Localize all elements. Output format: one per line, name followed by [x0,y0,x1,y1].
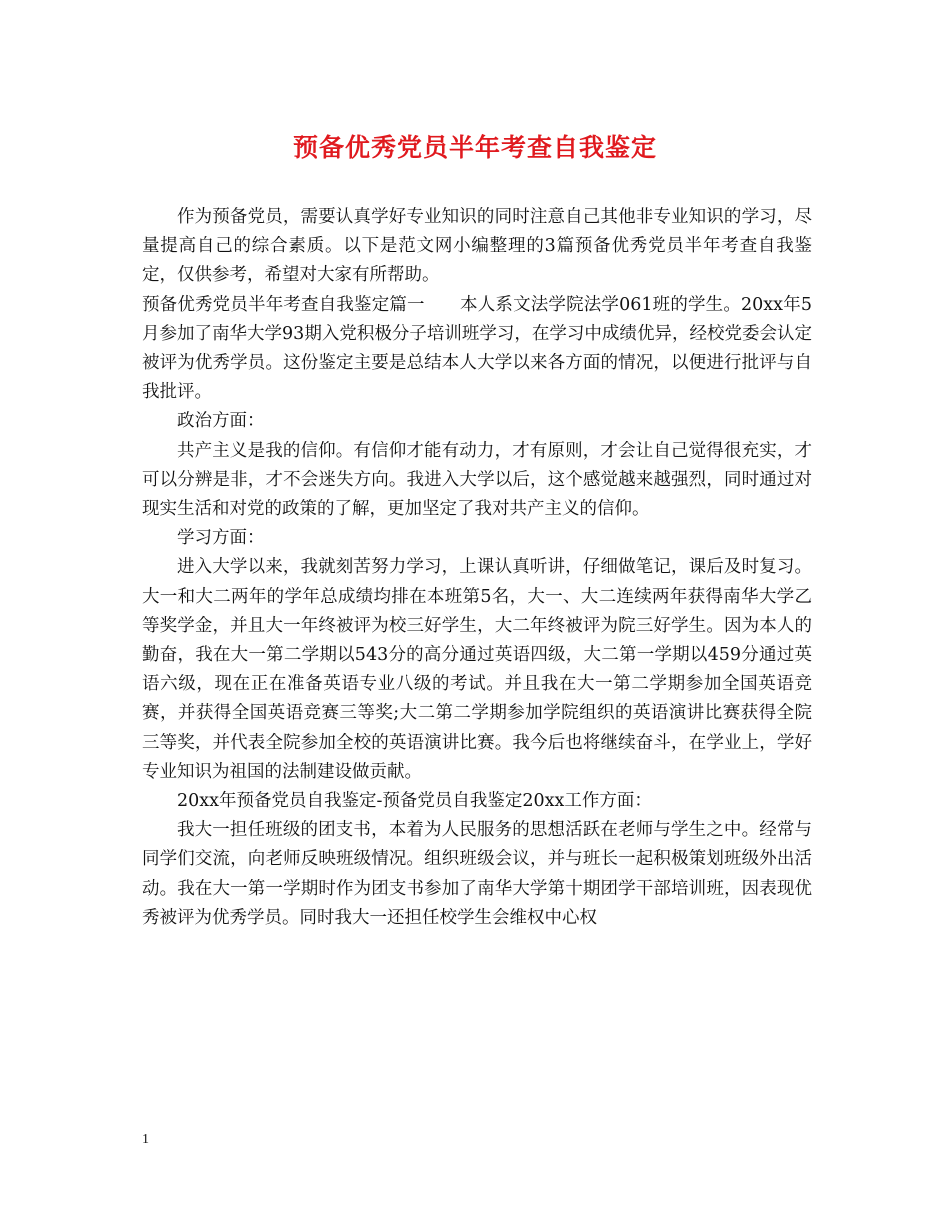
paragraph-politics: 共产主义是我的信仰。有信仰才能有动力，才有原则，才会让自己觉得很充实，才可以分辨是非，才不会迷失方向。我进入大学以后，这个感觉越来越强烈，同时通过对现实生活和对党的政策的了解，更加坚定了我对共产主义的信仰。 [142,440,812,520]
page-number: 1 [142,1132,149,1147]
paragraph-intro: 作为预备党员，需要认真学好专业知识的同时注意自己其他非专业知识的学习，尽量提高自己的综合素质。以下是范文网小编整理的3篇预备优秀党员半年考查自我鉴定，仅供参考，希望对大家有所帮助。 [142,207,812,286]
heading-politics: 政治方面： [177,411,265,432]
paragraph-part-one: 预备优秀党员半年考查自我鉴定篇一 本人系文法学院法学061班的学生。20xx年5月参加了南华大学93期入党积极分子培训班学习，在学习中成绩优异，经校党委会认定被评为优秀学员。这份鉴定主要是总结本人大学以来各方面的情况，以便进行批评与自我批评。 [142,294,812,403]
document-body [142,203,812,933]
paragraph-study: 进入大学以来，我就刻苦努力学习，上课认真听讲，仔细做笔记，课后及时复习。大一和大二两年的学年总成绩均排在本班第5名，大一、大二连续两年获得南华大学乙等奖学金，并且大一年终被评为校三好学生，大二年终被评为院三好学生。因为本人的勤奋，我在大一第二学期以543分的高分通过英语四级，大二第一学期以459分通过英语六级，现在正在准备英语专业八级的考试。并且我在大一第二学期参加全国英语竞赛，并获得全国英语竞赛三等奖;大二第二学期参加学院组织的英语演讲比赛获得全院三等奖，并代表全院参加全校的英语演讲比赛。我今后也将继续奋斗，在学业上，学好专业知识为祖国的法制建设做贡献。 [142,557,812,782]
document-title: 预备优秀党员半年考查自我鉴定 [292,133,657,162]
paragraph-work: 我大一担任班级的团支书，本着为人民服务的思想活跃在老师与学生之中。经常与同学们交流，向老师反映班级情况。组织班级会议，并与班长一起积极策划班级外出活动。我在大一第一学期时作为团支书参加了南华大学第十期团学干部培训班，因表现优秀被评为优秀学员。同时我大一还担任校学生会维权中心权 [142,820,812,928]
heading-work: 20xx年预备党员自我鉴定-预备党员自我鉴定20xx工作方面： [177,791,652,812]
heading-study: 学习方面： [177,528,265,549]
